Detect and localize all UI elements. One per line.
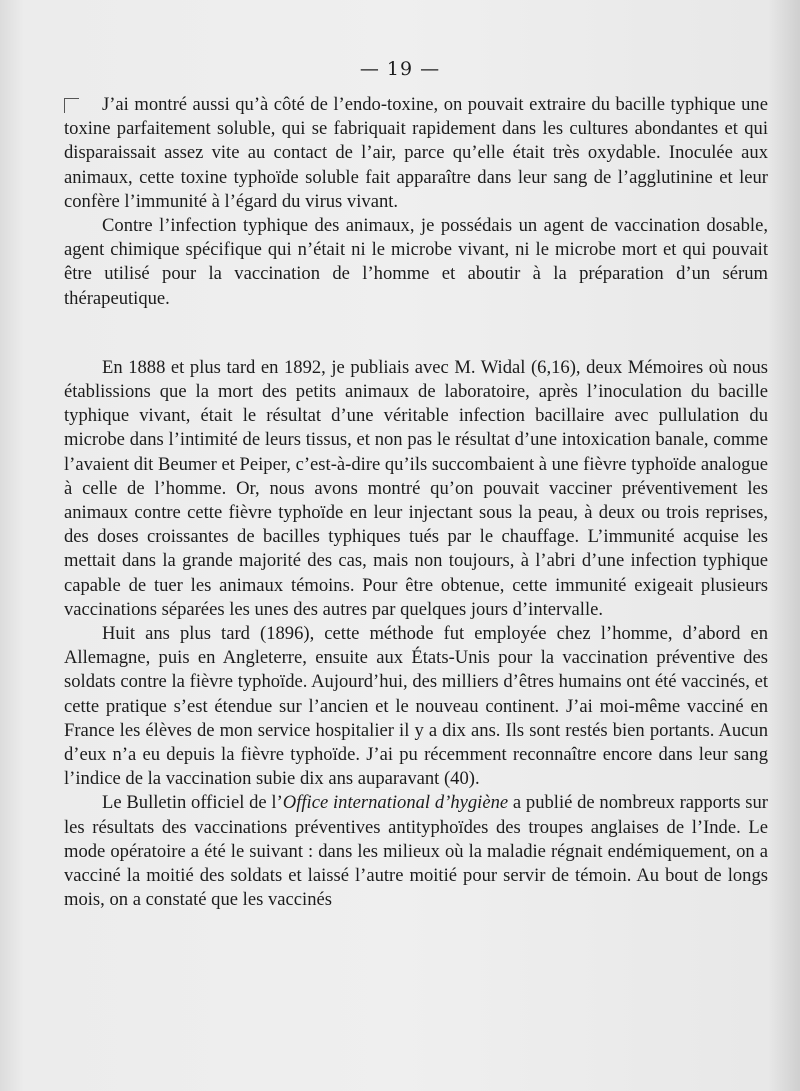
bulletin-italic-title: Office international d’hygiène xyxy=(282,792,509,814)
bulletin-text-before: Le Bulletin officiel de l’ xyxy=(102,792,283,814)
paragraph-huit-ans: Huit ans plus tard (1896), cette méthode fut employée chez l’homme, d’abord en Allemagne, puis en Angleterre, ensuite aux États-Unis pour la vaccination préventive des soldats contre la fièvre typhoïde. Aujourd’hui, des milliers d’êtres humains ont été vaccinés, et cette pratique s’est étendue sur l’ancien et le nouveau continent. J’ai moi-même vacciné en France les élèves de mon service hospitalier il y a dix ans. Ils sont restés bien portants. Aucun d’eux n’a eu depuis la fièvre typhoïde. J’ai pu récemment reconnaître encore dans leur sang l’indice de la vaccination subie dix ans auparavant (40). xyxy=(64,623,768,790)
paragraph-endotoxine: J’ai montré aussi qu’à côté de l’endo-toxine, on pouvait extraire du bacille typhique une toxine parfaitement soluble, qui se fabriquait rapidement dans les cultures abondantes et qui disparaissait assez vite au contact de l’air, parce qu’elle était très oxydable. Inoculée aux animaux, cette toxine typhoïde soluble fait apparaître dans leur sang de l’agglutinine et leur confère l’immunité à l’égard du virus vivant. xyxy=(64,94,768,212)
paragraph-agent-vaccination: Contre l’infection typhique des animaux, je possédais un agent de vaccination dosable, agent chimique spécifique qui n’était ni le microbe vivant, ni le microbe mort et qui pouvait être utilisé pour la vaccination de l’homme et aboutir à la préparation d’un sérum thérapeutique. xyxy=(64,215,768,309)
paragraph-memoires-1888: En 1888 et plus tard en 1892, je publiais avec M. Widal (6,16), deux Mémoires où nous établissions que la mort des petits animaux de laboratoire, après l’inoculation du bacille typhique vivant, était le résultat d’une véritable infection bacillaire avec pullulation du microbe dans l’intimité de leurs tissus, et non pas le résultat d’une intoxication banale, comme l’avaient dit Beumer et Peiper, c’est-à-dire qu’ils succombaient à une fièvre typhoïde analogue à celle de l’homme. Or, nous avons montré qu’on pouvait vacciner préventivement les animaux contre cette fièvre typhoïde en leur injectant sous la peau, à deux ou trois reprises, des doses croissantes de bacilles typhiques tués par le chauffage. L’immunité acquise les mettait dans la grande majorité des cas, mais non toujours, à l’abri d’une infection typhique capable de tuer les animaux témoins. Pour être obtenue, cette immunité exigeait plusieurs vaccinations séparées les unes des autres par quelques jours d’intervalle. xyxy=(64,356,768,620)
page-number: — 19 — xyxy=(359,58,441,80)
body-text xyxy=(64,93,768,913)
paragraph-bulletin xyxy=(64,791,768,912)
bulletin-text-after: a publié de nombreux rapports sur les résultats des vaccinations préventives antityphoïdes des troupes anglaises de l’Inde. Le mode opératoire a été le suivant : dans les milieux où la maladie régnait endémiquement, on a vacciné la moitié des soldats et laissé l’autre moitié pour servir de témoin. Au bout de longs mois, on a constaté que les vaccinés xyxy=(64,792,768,911)
